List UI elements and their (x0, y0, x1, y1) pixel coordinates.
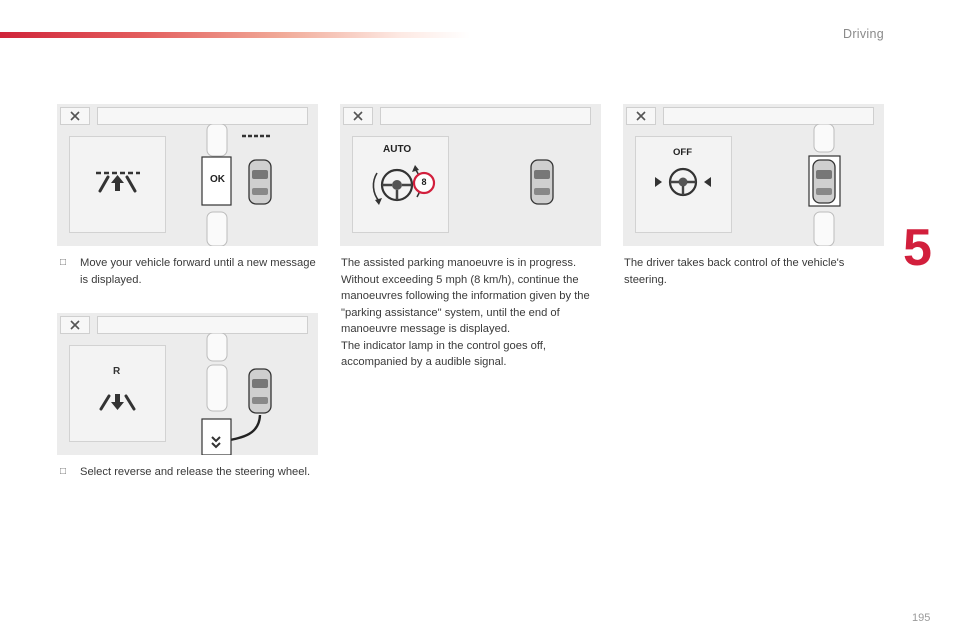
header-accent-bar (0, 32, 470, 38)
chapter-number: 5 (903, 219, 932, 277)
info-panel (635, 136, 732, 233)
close-button[interactable] (343, 107, 373, 125)
ok-indicator: OK (210, 174, 225, 185)
step4-caption (624, 255, 886, 288)
close-icon (353, 111, 363, 121)
close-icon (70, 320, 80, 330)
parking-scene (470, 124, 590, 246)
step2-text: Select reverse and release the steering wheel. (80, 466, 311, 478)
message-bar (97, 107, 308, 125)
message-bar (663, 107, 874, 125)
off-mode-label: OFF (673, 147, 692, 158)
step3-caption (341, 255, 603, 371)
close-icon (70, 111, 80, 121)
message-bar (380, 107, 591, 125)
screen-select-reverse (57, 313, 318, 455)
step3-paragraph-2: The indicator lamp in the control goes off, accompanied by a audible signal. (341, 339, 547, 368)
info-panel (69, 345, 166, 442)
square-bullet-icon: □ (60, 466, 67, 477)
section-title: Driving (843, 27, 884, 41)
auto-mode-label: AUTO (383, 144, 412, 155)
info-panel (352, 136, 449, 233)
info-panel (69, 136, 166, 233)
screen-move-forward (57, 104, 318, 246)
close-button[interactable] (60, 316, 90, 334)
close-icon (636, 111, 646, 121)
step3-paragraph-1: The assisted parking manoeuvre is in progress. Without exceeding 5 mph (8 km/h), continue the manoeuvres following the information given by the "parking assistance" system, until the end of manoeuvre message is displayed. (341, 257, 590, 335)
page-number: 195 (912, 612, 931, 624)
step2-caption (60, 464, 320, 481)
square-bullet-icon: □ (60, 257, 67, 268)
parking-scene (187, 333, 307, 455)
parking-scene (187, 124, 307, 246)
step1-caption (60, 255, 320, 288)
step4-text: The driver takes back control of the vehicle's steering. (624, 257, 845, 286)
screen-assisted-manoeuvre (340, 104, 601, 246)
close-button[interactable] (60, 107, 90, 125)
forward-lane-icon (70, 137, 165, 232)
message-bar (97, 316, 308, 334)
parking-scene (753, 124, 873, 246)
reverse-lane-icon (70, 346, 165, 441)
speed-limit-value: 8 (421, 177, 427, 187)
step1-text: Move your vehicle forward until a new message is displayed. (80, 257, 316, 286)
close-button[interactable] (626, 107, 656, 125)
screen-driver-control (623, 104, 884, 246)
reverse-gear-label: R (113, 366, 121, 377)
